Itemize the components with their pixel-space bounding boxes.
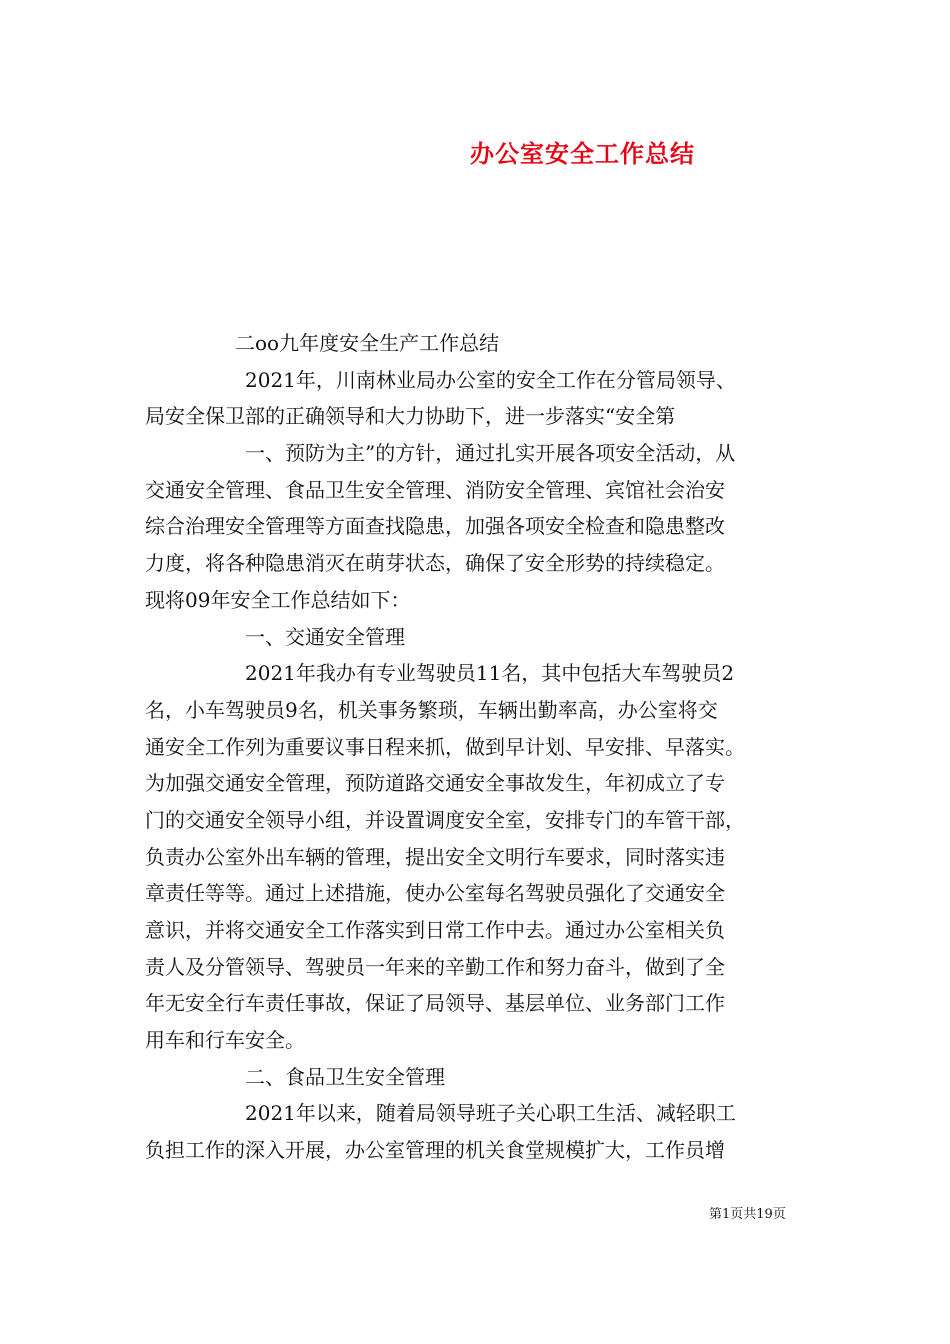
page-number: 第1页共19页 xyxy=(709,1207,786,1222)
paragraph-line: 章责任等等。通过上述措施，使办公室每名驾驶员强化了交通安全 xyxy=(145,881,725,906)
paragraph-line: 意识，并将交通安全工作落实到日常工作中去。通过办公室相关负 xyxy=(145,918,725,942)
paragraph-line: 用车和行车安全。 xyxy=(145,1028,305,1053)
paragraph-line: 名，小车驾驶员9名，机关事务繁琐，车辆出勤率高，办公室将交 xyxy=(145,697,718,722)
section-heading: 一、交通安全管理 xyxy=(245,624,405,649)
paragraph-line: 门的交通安全领导小组，并设置调度安全室，安排专门的车管干部， xyxy=(145,807,745,832)
paragraph-line: 负责办公室外出车辆的管理，提出安全文明行车要求，同时落实违 xyxy=(145,844,725,869)
paragraph-line: 力度，将各种隐患消灭在萌芽状态，确保了安全形势的持续稳定。 xyxy=(145,551,725,576)
paragraph-line: 局安全保卫部的正确领导和大力协助下，进一步落实“安全第 xyxy=(145,404,676,429)
paragraph-line: 年无安全行车责任事故，保证了局领导、基层单位、业务部门工作 xyxy=(145,991,725,1016)
paragraph-line: 现将09年安全工作总结如下： xyxy=(145,587,411,612)
section-heading: 二oo九年度安全生产工作总结 xyxy=(235,331,500,355)
document-body xyxy=(145,325,810,1169)
paragraph-line: 2021年我办有专业驾驶员11名，其中包括大车驾驶员2 xyxy=(245,661,735,686)
paragraph-line: 通安全工作列为重要议事日程来抓，做到早计划、早安排、早落实。 xyxy=(145,734,745,759)
paragraph-line: 综合治理安全管理等方面查找隐患，加强各项安全检查和隐患整改 xyxy=(145,514,725,539)
paragraph-line: 负担工作的深入开展，办公室管理的机关食堂规模扩大，工作员增 xyxy=(145,1138,725,1163)
paragraph-line: 2021年以来，随着局领导班子关心职工生活、减轻职工 xyxy=(245,1101,736,1126)
paragraph-line: 为加强交通安全管理，预防道路交通安全事故发生，年初成立了专 xyxy=(145,771,725,796)
paragraph-line: 交通安全管理、食品卫生安全管理、消防安全管理、宾馆社会治安 xyxy=(145,477,725,502)
section-heading: 二、食品卫生安全管理 xyxy=(245,1064,445,1089)
paragraph-line: 一、预防为主”的方针，通过扎实开展各项安全活动，从 xyxy=(245,441,736,466)
document-title: 办公室安全工作总结 xyxy=(470,140,695,168)
paragraph-line: 责人及分管领导、驾驶员一年来的辛勤工作和努力奋斗，做到了全 xyxy=(145,954,725,979)
paragraph-line: 2021年，川南林业局办公室的安全工作在分管局领导、 xyxy=(245,367,736,392)
